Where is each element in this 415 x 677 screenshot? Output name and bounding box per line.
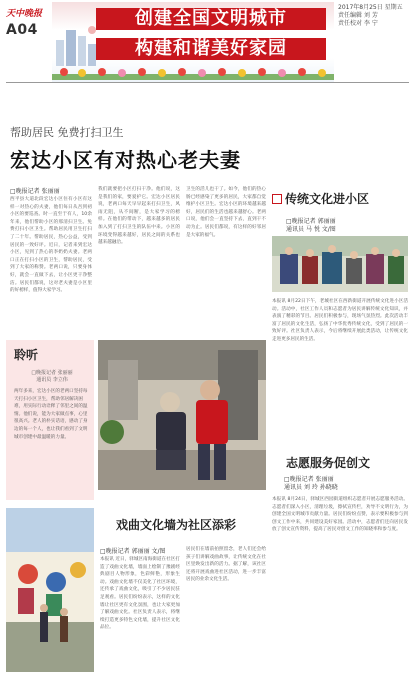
lead-body-col1: 西平县大道北段宏达小区住有小区有这样一对热心的夫妻，他们每日从吾到初小区的要巡查。时一直至于有人，10余年来，他们帮助小区的那清扫卫生。免费打扫小区卫生。帮助居民用卫生打扫了二十年。帮助居民，热心公益，受到居民的一致好评。近日，记者来到宏达小区，见到了热心的李奶奶夫妻。老两口正在打扫小区的卫生，帮助居民，受到了大家的称赞。老两口说，只要身体好，就会一直做下去，让小区更干净整洁。居民们都说，这对老夫妻是小区里的好榜样，值得大家学习。 xyxy=(10,197,92,294)
banner-line-1: 创建全国文明城市 xyxy=(96,8,326,30)
pub-proof: 责任校对 李 宁 xyxy=(338,20,378,27)
lead-body-col3: 卫生的活儿也干了。如今，他们的热心肠已经感染了更多的居民，大家都自觉维护小区卫生。宏达小区的环境越来越好，居民们的生活也越来越舒心。老两口说，他们会一直坚持下去，直到干不动为止。居民们都说，有这样的好邻居是大家的福气。 xyxy=(186,187,266,238)
banner-line-2: 构建和谐美好家园 xyxy=(96,38,326,60)
graffiti-body-col2: 居民们在墙前拍照留念，老人们还会给孩子们讲解戏曲故事，让传统文化在社区里焕发出新的活力。据了解，该社区还将开展戏曲进社区活动，进一步丰富居民的业余文化生活。 xyxy=(186,547,266,583)
flower-border-icon xyxy=(52,66,334,80)
masthead: 天中晚报 xyxy=(6,9,43,19)
listen-box xyxy=(6,340,94,500)
banner xyxy=(52,2,334,82)
volunteer-byline: □晚报记者 张丽丽 通讯员 刘 玲 孙晓晓 xyxy=(284,476,338,491)
lead-byline: □晚报记者 张丽丽 xyxy=(10,188,60,195)
listen-body: 两年多来，宏达小区的老两口坚持每天打扫小区卫生，帮助邻居解决困难，用实际行动诠释了邻里之间的温情。他们说，能为大家做点事，心里很高兴。老人的朴实话语，感动了身边的每一个人，也让我们看到了文明城市创建中最温暖的力量。 xyxy=(14,389,88,440)
culture-body: 本报讯 8月22日下午，老城社区在西新街道开展传统文化进小区活动。活动中，社区工作人员和志愿者为居民讲解传统文化知识，并表演了精彩的节目。居民们积极参与，现场气氛热烈。此次活动丰富了居民的文化生活，弘扬了中华优秀传统文化，受到了居民的一致好评。社区负责人表示，今后将继续开展此类活动，让传统文化走进更多居民的生活。 xyxy=(272,299,408,342)
pub-date: 2017年8月25日 星期五 xyxy=(338,4,403,11)
listen-title: 聆听 xyxy=(14,348,39,362)
culture-byline: □晚报记者 郭丽丽 通讯员 马 悦 文/图 xyxy=(286,218,336,233)
culture-photo xyxy=(272,236,408,292)
lead-photo xyxy=(98,340,266,490)
graffiti-photo xyxy=(6,508,94,672)
volunteer-body: 本报讯 8月24日，驿城区西园街道组织志愿者开展志愿服务活动。志愿者们深入小区，清理垃圾，擦拭宣传栏，劝导不文明行为，为创建全国文明城市贡献力量。居民们纷纷点赞，表示要积极参与到创文工作中来，共同建设美好家园。活动中，志愿者们还向居民发放了创文宣传资料，提高了居民对创文工作的知晓率和参与度。 xyxy=(272,497,408,533)
lead-headline: 宏达小区有对热心老夫妻 xyxy=(10,148,241,172)
page-number: A04 xyxy=(6,22,38,38)
lead-subhead: 帮助居民 免费打扫卫生 xyxy=(10,126,124,139)
section-title-volunteer: 志愿服务促创文 xyxy=(286,456,371,470)
section-marker-icon xyxy=(272,194,282,204)
lead-body-col2: 我们就要把小区打扫干净。他们说，这是我们的家，要爱护它。宏达小区居民说，老两口每天早早起来打扫卫生，风雨无阻，从不间断，是大家学习的榜样。在他们的带动下，越来越多的居民加入到了打扫卫生的队伍中来。小区的环境变得越来越好，居民之间的关系也越来越融洽。 xyxy=(98,187,180,246)
graffiti-byline: □晚报记者 郭丽丽 文/图 xyxy=(100,548,166,555)
listen-byline: □晚报记者 张丽丽 通讯员 李立伟 xyxy=(31,370,73,383)
section-title-graffiti: 戏曲文化墙为社区添彩 xyxy=(116,518,237,532)
city-skyline-icon xyxy=(52,22,100,70)
section-title-culture: 传统文化进小区 xyxy=(272,190,369,207)
publication-info xyxy=(338,4,412,28)
pub-editor: 责任编辑 刘 芳 xyxy=(338,12,378,19)
header-divider xyxy=(6,82,409,83)
graffiti-body-col1: 本报讯 近日，驿城区南海街道在社区打造了戏曲文化墙，墙面上绘制了豫剧经典剧目人物形象，色彩鲜艳，形象生动。戏曲文化墙不仅美化了社区环境，还传承了戏曲文化，吸引了不少居民驻足观看。居民们纷纷表示，这样的文化墙让社区更有文化氛围，也让大家更加了解戏曲文化。社区负责人表示，将继续打造更多特色文化墙，提升社区文化品位。 xyxy=(100,557,180,631)
